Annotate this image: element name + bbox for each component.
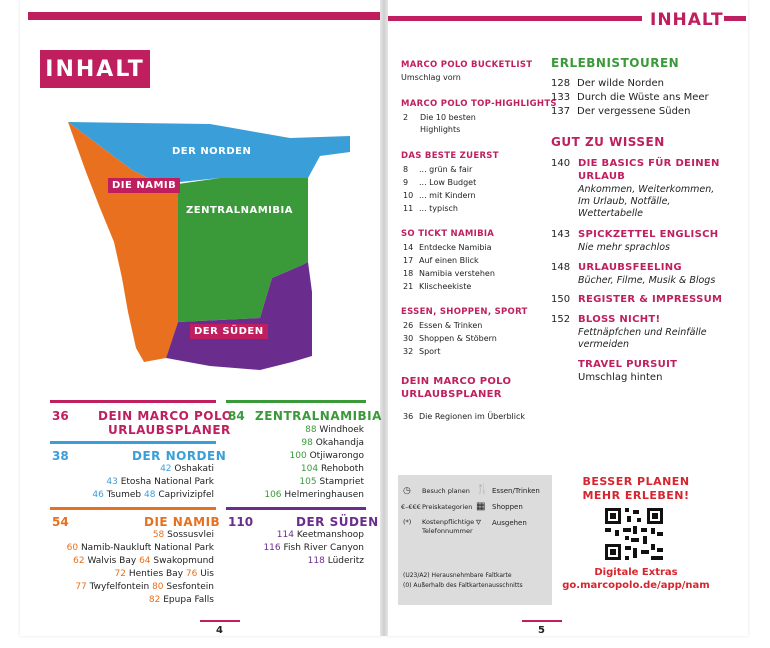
shopping-basket-icon: ▦ (476, 501, 486, 512)
promo-line-1: BESSER PLANEN (582, 475, 690, 488)
bloss-sub-2: vermeiden (578, 339, 630, 350)
legend-preis: Preiskategorien (422, 503, 473, 511)
norden-number: 38 (52, 449, 69, 463)
page-title: INHALT (45, 56, 145, 82)
map-label-sueden: DER SÜDEN (190, 324, 268, 339)
promo-url[interactable]: go.marcopolo.de/app/nam (562, 580, 710, 591)
sueden-item: 118 Lüderitz (307, 556, 364, 566)
namib-line-3: 62 Walvis Bay 64 Swakopmund (73, 556, 214, 566)
zentral-item: 98 Okahandja (301, 438, 364, 448)
basics-sub-3: Wettertabelle (578, 208, 643, 219)
beste-item: 10 ... mit Kindern (403, 191, 476, 200)
rule-norden (50, 441, 216, 444)
planer-title-2: URLAUBSPLANER (108, 423, 231, 437)
sueden-item: 114 Keetmanshoop (276, 530, 364, 540)
page-number-left: 4 (216, 625, 223, 636)
basics-sub-1: Ankommen, Weiterkommen, (578, 184, 715, 195)
top-rule-left (28, 12, 380, 20)
so-tickt-heading: SO TICKT NAMIBIA (401, 229, 495, 239)
zentral-number: 84 (228, 409, 245, 423)
top-rule-right-end (724, 16, 746, 21)
zentral-item: 105 Stampriet (299, 477, 364, 487)
rule-namib (50, 507, 216, 510)
basics-sub-2: Im Urlaub, Notfälle, (578, 196, 671, 207)
feel-number: 148 (551, 262, 571, 273)
tour-item: 137 Der vergessene Süden (551, 106, 691, 117)
essen-item: 26 Essen & Trinken (403, 321, 483, 330)
basics-heading-1: DIE BASICS FÜR DEINEN (578, 158, 720, 169)
zentral-item: 88 Windhoek (305, 425, 364, 435)
planer-heading-1: DEIN MARCO POLO (401, 376, 512, 387)
bloss-sub-1: Fettnäpfchen und Reinfälle (578, 327, 707, 338)
cocktail-icon: ▿ (476, 517, 482, 528)
book-gutter (380, 0, 388, 636)
beste-item: 9 ... Low Budget (403, 178, 477, 187)
bucketlist-heading: MARCO POLO BUCKETLIST (401, 60, 533, 70)
bloss-number: 152 (551, 314, 571, 325)
top-highlights-heading: MARCO POLO TOP-HIGHLIGHTS (401, 99, 557, 109)
tickt-item: 21 Klischeekiste (403, 282, 472, 291)
norden-line-1: 42 Oshakati (160, 464, 214, 474)
legend-ausgehen: Ausgehen (492, 519, 527, 527)
spick-number: 143 (551, 229, 571, 240)
norden-line-3: 46 Tsumeb 48 Caprivizipfel (92, 490, 214, 500)
tour-item: 133 Durch die Wüste ans Meer (551, 92, 709, 103)
legend-essen: Essen/Trinken (492, 487, 540, 495)
bloss-heading: BLOSS NICHT! (578, 314, 661, 325)
namib-line-4: 72 Henties Bay 76 Uis (114, 569, 214, 579)
pursuit-text: Umschlag hinten (578, 372, 663, 383)
sueden-number: 110 (228, 515, 254, 529)
top-highlights-number: 2 (403, 113, 409, 122)
gut-zu-wissen-heading: GUT ZU WISSEN (551, 135, 665, 149)
namib-title: DIE NAMIB (144, 515, 221, 529)
norden-title: DER NORDEN (132, 449, 227, 463)
spick-sub: Nie mehr sprachlos (578, 242, 671, 253)
feel-sub: Bücher, Filme, Musik & Blogs (578, 275, 716, 286)
clock-icon: ◷ (403, 485, 411, 495)
sueden-item: 116 Fish River Canyon (263, 543, 364, 553)
legend-ausserhalb: (0) Außerhalb des Faltkartenausschnitts (403, 582, 523, 589)
namib-line-1: 58 Sossusvlei (152, 530, 214, 540)
rule-zentral (226, 400, 366, 403)
register-heading: REGISTER & IMPRESSUM (578, 294, 723, 305)
page-title-box (40, 50, 150, 88)
register-number: 150 (551, 294, 571, 305)
beste-item: 11 ... typisch (403, 204, 458, 213)
erlebnistouren-heading: ERLEBNISTOUREN (551, 56, 680, 70)
promo-extras: Digitale Extras (594, 567, 678, 578)
legend-kosten-2: Telefonnummer (422, 527, 473, 535)
sueden-title: DER SÜDEN (296, 515, 379, 529)
top-highlights-text-1: Die 10 besten (420, 113, 476, 122)
planer-entry: 36 Die Regionen im Überblick (403, 412, 526, 421)
page-number-rule-right (522, 620, 562, 622)
tickt-item: 18 Namibia verstehen (403, 269, 495, 278)
legend-preis-symbol: €–€€€ (401, 503, 421, 511)
namib-line-6: 82 Epupa Falls (148, 595, 214, 605)
pursuit-heading: TRAVEL PURSUIT (578, 359, 678, 370)
namib-number: 54 (52, 515, 69, 529)
top-rule-right (388, 16, 642, 21)
planer-number: 36 (52, 409, 69, 423)
top-highlights-text-2: Highlights (420, 125, 461, 134)
page-number-right: 5 (538, 625, 545, 636)
basics-number: 140 (551, 158, 571, 169)
norden-line-2: 43 Etosha National Park (106, 477, 214, 487)
right-header: INHALT (650, 10, 724, 30)
qr-code-icon[interactable] (603, 506, 665, 562)
legend-kosten-1: Kostenpflichtige (422, 518, 475, 526)
namib-line-2: 60 Namib-Naukluft National Park (66, 543, 214, 553)
zentral-item: 106 Helmeringhausen (264, 490, 364, 500)
map-label-norden: DER NORDEN (172, 146, 252, 157)
legend-kosten-symbol: (*) (403, 518, 412, 526)
planer-heading-2: URLAUBSPLANER (401, 389, 502, 400)
promo-line-2: MEHR ERLEBEN! (582, 489, 690, 502)
planer-title-1: DEIN MARCO POLO (98, 409, 233, 423)
spick-heading: SPICKZETTEL ENGLISCH (578, 229, 719, 240)
rule-planer (50, 400, 216, 403)
legend-shoppen: Shoppen (492, 503, 523, 511)
page-number-rule-left (200, 620, 240, 622)
beste-item: 8 ... grün & fair (403, 165, 473, 174)
map-label-zentral: ZENTRALNAMIBIA (186, 205, 293, 216)
legend-faltkarte: (U23/A2) Herausnehmbare Faltkarte (403, 572, 512, 579)
zentral-title: ZENTRALNAMIBIA (255, 409, 382, 423)
tour-item: 128 Der wilde Norden (551, 78, 664, 89)
bucketlist-text: Umschlag vorn (401, 73, 461, 82)
legend-besuch: Besuch planen (422, 487, 470, 495)
beste-zuerst-heading: DAS BESTE ZUERST (401, 151, 499, 161)
rule-sueden (226, 507, 366, 510)
essen-item: 30 Shoppen & Stöbern (403, 334, 497, 343)
tickt-item: 17 Auf einen Blick (403, 256, 479, 265)
map-label-namib: DIE NAMIB (108, 178, 180, 193)
namib-line-5: 77 Twyfelfontein 80 Sesfontein (75, 582, 214, 592)
zentral-item: 104 Rehoboth (300, 464, 364, 474)
essen-item: 32 Sport (403, 347, 441, 356)
basics-heading-2: URLAUB (578, 171, 626, 182)
fork-knife-icon: 🍴 (476, 484, 489, 495)
zentral-item: 100 Otjiwarongo (289, 451, 364, 461)
essen-shoppen-sport-heading: ESSEN, SHOPPEN, SPORT (401, 307, 528, 317)
feel-heading: URLAUBSFEELING (578, 262, 682, 273)
tickt-item: 14 Entdecke Namibia (403, 243, 492, 252)
